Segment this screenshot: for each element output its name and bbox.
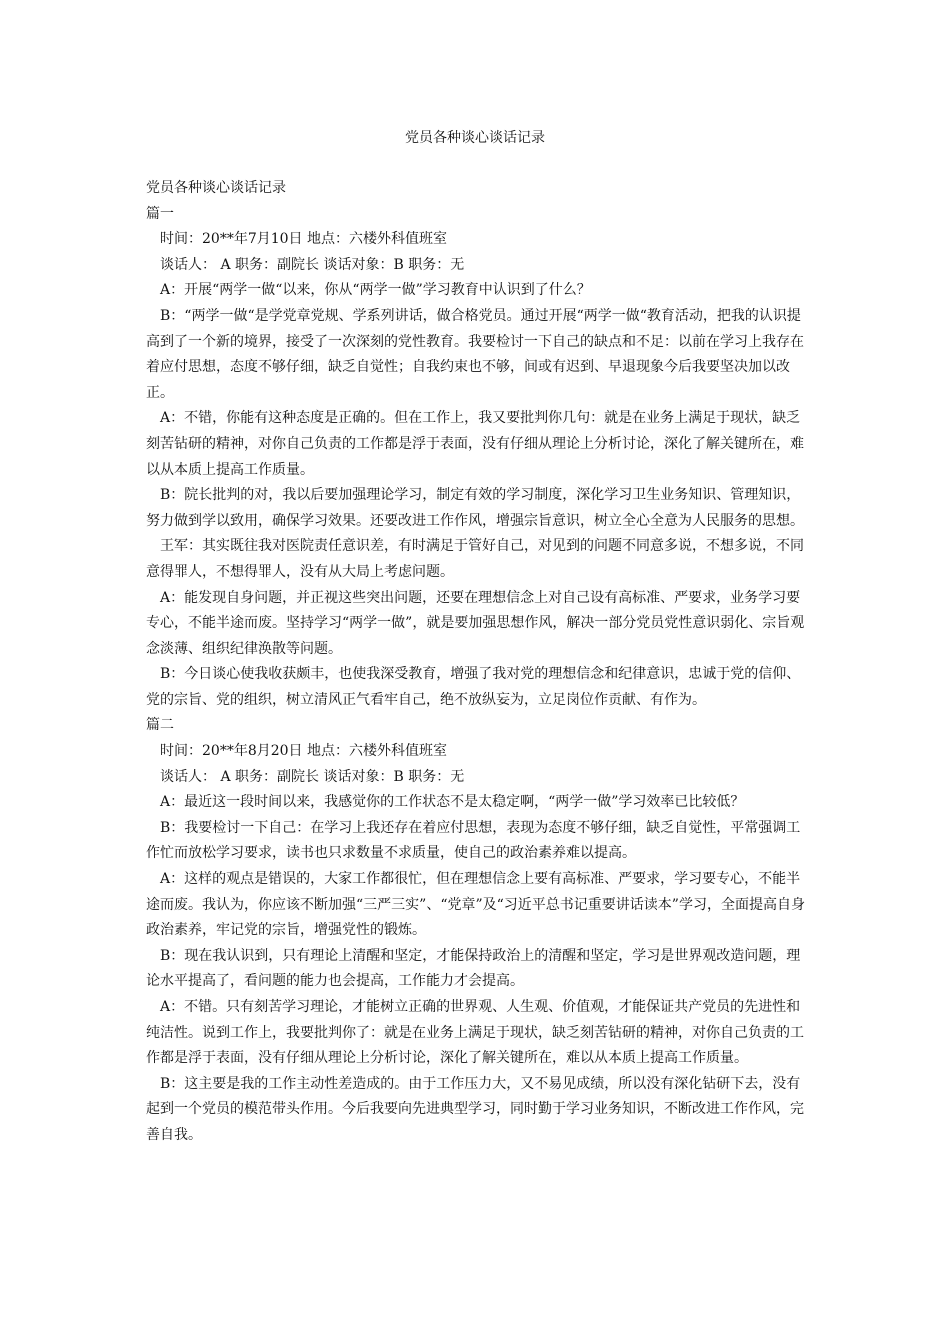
section-heading: 篇二 bbox=[146, 717, 174, 734]
paragraph: A：最近这一段时间以来，我感觉你的工作状态不是太稳定啊，“两学一做”学习效率已比较低？ bbox=[160, 794, 745, 811]
paragraph: B：这主要是我的工作主动性差造成的。由于工作压力大，又不易见成绩，所以没有深化钻研下去，没有起到一个党员的模范带头作用。今后我要向先进典型学习，同时勤于学习业务知识，不断改进工作作风，完善自我。 bbox=[146, 1075, 804, 1143]
paragraph: A：这样的观点是错误的，大家工作都很忙，但在理想信念上要有高标准、严要求，学习要专心，不能半途而废。我认为，你应该不断加强“三严三实”、“党章”及“习近平总书记重要讲话读本”学习，全面提高自身政治素养，牢记党的宗旨，增强党性的锻炼。 bbox=[146, 871, 805, 939]
paragraph: B：今日谈心使我收获颇丰，也使我深受教育，增强了我对党的理想信念和纪律意识，忠诚于党的信仰、党的宗旨、党的组织，树立清风正气看牢自己，绝不放纵妄为，立足岗位作贡献、有作为。 bbox=[146, 666, 801, 708]
paragraph: A：能发现自身问题，并正视这些突出问题，还要在理想信念上对自己设有高标准、严要求，业务学习要专心，不能半途而废。坚持学习“两学一做”，就是要加强思想作风，解决一部分党员党性意识弱化、宗旨观念淡薄、组织纪律涣散等问题。 bbox=[146, 589, 805, 657]
paragraph: 谈话人： A 职务：副院长 谈话对象：B 职务：无 bbox=[160, 256, 465, 273]
paragraph: B：现在我认识到，只有理论上清醒和坚定，才能保持政治上的清醒和坚定，学习是世界观改造问题，理论水平提高了，看问题的能力也会提高，工作能力才会提高。 bbox=[146, 947, 801, 990]
paragraph: B：“两学一做“是学党章党规、学系列讲话，做合格党员。通过开展“两学一做“教育活动，把我的认识提高到了一个新的境界，接受了一次深刻的党性教育。我要检讨一下自己的缺点和不足：以前在学习上我存在着应付思想，态度不够仔细，缺乏自觉性；自我约束也不够，间或有迟到、早退现象今后我要坚决加以改正。 bbox=[146, 307, 804, 401]
document-title: 党员各种谈心谈话记录 bbox=[405, 130, 545, 146]
section-heading: 篇一 bbox=[146, 205, 174, 222]
document-body bbox=[146, 176, 808, 1149]
paragraph: A：不错，你能有这种态度是正确的。但在工作上，我又要批判你几句：就是在业务上满足于现状，缺乏刻苦钻研的精神，对你自己负责的工作都是浮于表面，没有仔细从理论上分析讨论，深化了解关键所在，难以从本质上提高工作质量。 bbox=[146, 410, 804, 478]
paragraph: 时间：20**年8月20日 地点：六楼外科值班室 bbox=[160, 743, 447, 760]
paragraph: 时间：20**年7月10日 地点：六楼外科值班室 bbox=[160, 231, 447, 248]
paragraph: 王军：其实既往我对医院责任意识差，有时满足于管好自己，对见到的问题不同意多说，不想多说，不同意得罪人，不想得罪人，没有从大局上考虑问题。 bbox=[146, 538, 804, 580]
paragraph: A：不错。只有刻苦学习理论，才能树立正确的世界观、人生观、价值观，才能保证共产党员的先进性和纯洁性。说到工作上，我要批判你了：就是在业务上满足于现状，缺乏刻苦钻研的精神，对你自己负责的工作都是浮于表面，没有仔细从理论上分析讨论，深化了解关键所在，难以从本质上提高工作质量。 bbox=[146, 999, 804, 1067]
paragraph: B：我要检讨一下自己：在学习上我还存在着应付思想，表现为态度不够仔细，缺乏自觉性，平常强调工作忙而放松学习要求，读书也只求数量不求质量，使自己的政治素养难以提高。 bbox=[146, 819, 801, 862]
paragraph: 谈话人： A 职务：副院长 谈话对象：B 职务：无 bbox=[160, 768, 465, 785]
paragraph: B：院长批判的对，我以后要加强理论学习，制定有效的学习制度，深化学习卫生业务知识、管理知识，努力做到学以致用，确保学习效果。还要改进工作作风，增强宗旨意识，树立全心全意为人民服务的思想。 bbox=[146, 487, 804, 529]
paragraph: A：开展“两学一做“以来，你从“两学一做”学习教育中认识到了什么？ bbox=[160, 282, 591, 299]
section-heading: 党员各种谈心谈话记录 bbox=[146, 180, 286, 196]
